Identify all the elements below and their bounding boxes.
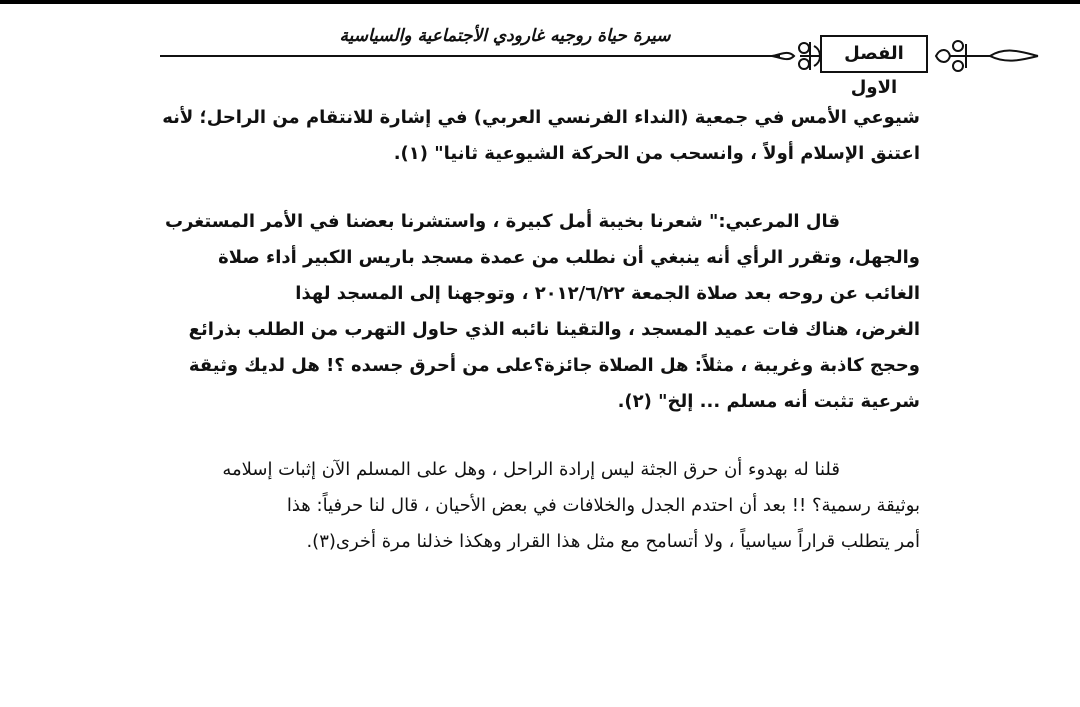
text-line: أمر يتطلب قراراً سياسياً ، ولا أتسامح مع مثل هذا القرار وهكذا خذلنا مرة أخرى(٣).: [306, 531, 920, 552]
paragraph-3: [160, 452, 920, 560]
text-line: الغرض، هناك فات عميد المسجد ، والتقينا نائبه الذي حاول التهرب من الطلب بذرائع: [188, 319, 920, 340]
paragraph-1: [160, 100, 920, 172]
text-line: اعتنق الإسلام أولاً ، وانسحب من الحركة الشيوعية ثانيا" (١).: [393, 143, 920, 164]
text-line: شيوعي الأمس في جمعية (النداء الفرنسي العربي) في إشارة للانتقام من الراحل؛ لأنه: [162, 107, 920, 128]
text-line: والجهل، وتقرر الرأي أنه ينبغي أن نطلب من عمدة مسجد باريس الكبير أداء صلاة: [218, 247, 920, 268]
paragraph-2: [160, 204, 920, 420]
paragraph-gap: [160, 420, 920, 452]
page-header: [0, 14, 1080, 98]
text-line: بوثيقة رسمية؟ !! بعد أن احتدم الجدل والخلافات في بعض الأحيان ، قال لنا حرفياً: هذا: [286, 495, 920, 516]
text-line: شرعية تثبت أنه مسلم ... إلخ" (٢).: [617, 391, 920, 412]
running-title: سيرة حياة روجيه غارودي الأجتماعية والسياسية: [339, 26, 671, 46]
top-border: [0, 0, 1080, 4]
text-line: الغائب عن روحه بعد صلاة الجمعة ٢٠١٢/٦/٢٢ ، وتوجهنا إلى المسجد لهذا: [295, 283, 920, 304]
text-line: قلنا له بهدوء أن حرق الجثة ليس إرادة الراحل ، وهل على المسلم الآن إثبات إسلامه: [222, 459, 840, 480]
paragraph-gap: [160, 172, 920, 204]
header-rule: [160, 55, 780, 57]
body-text: [160, 100, 920, 560]
ornament-right-icon: [930, 34, 1040, 78]
text-line: وحجج كاذبة وغريبة ، مثلاً: هل الصلاة جائزة؟على من أحرق جسده ؟! هل لديك وثيقة: [188, 355, 920, 376]
text-line: قال المرعبي:" شعرنا بخيبة أمل كبيرة ، واستشرنا بعضنا في الأمر المستغرب: [164, 211, 840, 232]
chapter-label: الفصل الاول: [820, 35, 928, 73]
